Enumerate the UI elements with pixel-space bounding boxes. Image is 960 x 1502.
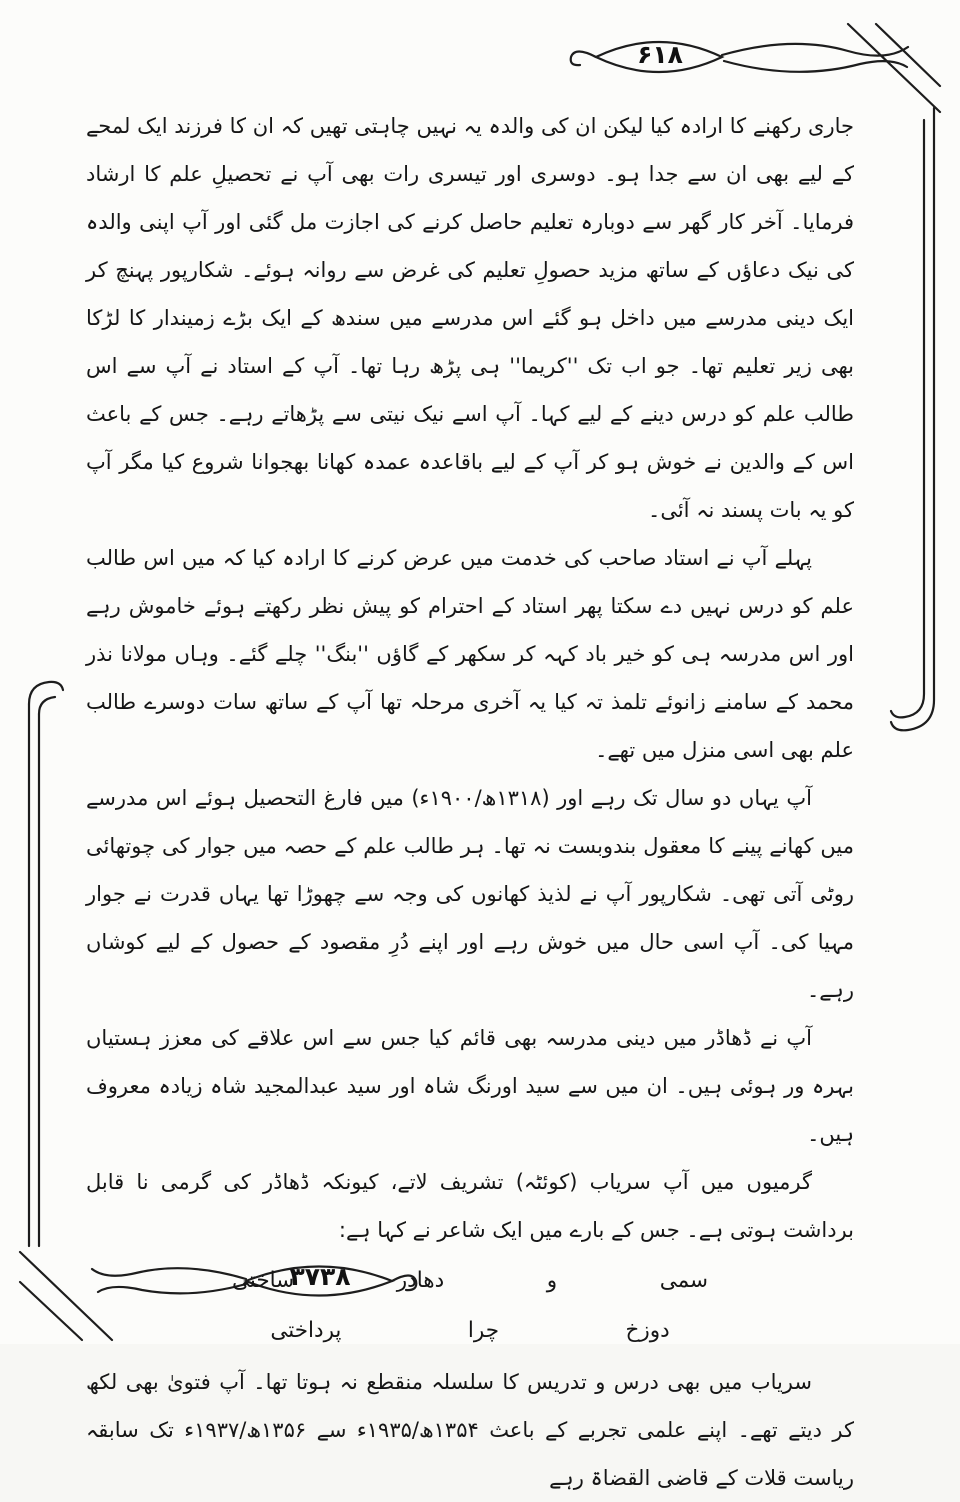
paragraph-5: گرمیوں میں آپ سریاب (کوئٹہ) تشریف لاتے، کیونکہ ڈھاڈر کی گرمی نا قابل برداشت ہوتی ہے۔ جس کے بارے میں ایک شاعر نے کہا ہے: [86, 1170, 854, 1242]
poem-couplet [86, 1256, 854, 1356]
poem-word: چرا [467, 1318, 500, 1343]
body-text [86, 102, 854, 1502]
paragraph-6: سریاب میں بھی درس و تدریس کا سلسلہ منقطع نہ ہوتا تھا۔ آپ فتویٰ بھی لکھ کر دیتے تھے۔ اپنے علمی تجربے کے باعث ۱۳۵۴ھ/۱۹۳۵ء سے ۱۳۵۶ھ/۱۹۳۷ء تک سابقہ ریاست قلات کے قاضی القضاۃ رہے [86, 1370, 854, 1490]
corner-line-top-right-inner [876, 24, 940, 86]
poem-word: پرداختی [270, 1318, 342, 1343]
top-page-number: ۶۱۸ [637, 40, 683, 69]
paragraph-1: جاری رکھنے کا ارادہ کیا لیکن ان کی والدہ یہ نہیں چاہتی تھیں کہ ان کا فرزند ایک لمحے کے لیے بھی ان سے جدا ہو۔ دوسری اور تیسری رات بھی آپ نے تحصیلِ علم کا ارشاد فرمایا۔ آخر کار گھر سے دوبارہ تعلیم حاصل کرنے کی اجازت مل گئی اور آپ اپنی والدہ کی نیک دعاؤں کے ساتھ مزید حصولِ تعلیم کی غرض سے روانہ ہوئے۔ شکارپور پہنچ کر ایک دینی مدرسے میں داخل ہو گئے اس مدرسے میں سندھ کے ایک بڑے زمیندار کا لڑکا بھی زیر تعلیم تھا۔ جو اب تک ''کریما'' ہی پڑھ رہا تھا۔ آپ کے استاد نے آپ سے اس طالب علم کو درس دینے کے لیے کہا۔ آپ اسے نیک نیتی سے پڑھاتے رہے۔ جس کے باعث اس کے والدین نے خوش ہو کر آپ کے لیے باقاعدہ عمدہ کھانا بھجوانا شروع کیا مگر آپ کو یہ بات پسند نہ آئی۔ [86, 114, 854, 522]
poem-word: دھادر [396, 1268, 445, 1293]
poem-word: دوزخ [625, 1318, 670, 1343]
paragraph-2: پہلے آپ نے استاد صاحب کی خدمت میں عرض کرنے کا ارادہ کیا کہ میں اس طالب علم کو درس نہیں دے سکتا پھر استاد کے احترام کو پیش نظر رکھتے ہوئے خاموش رہے اور اس مدرسہ ہی کو خیر باد کہہ کر سکھر کے گاؤں ''بنگ'' چلے گئے۔ وہاں مولانا نذر محمد کے سامنے زانوئے تلمذ تہ کیا یہ آخری مرحلہ تھا آپ کے ساتھ سات دوسرے طالب علم بھی اسی منزل میں تھے۔ [86, 546, 854, 762]
bottom-page-number: ۳۷۳۸ [289, 1262, 351, 1291]
corner-line-top-right-outer [848, 24, 940, 112]
poem-line-1 [232, 1256, 708, 1306]
poem-word: سمی [659, 1268, 709, 1293]
paragraph-3: آپ یہاں دو سال تک رہے اور (۱۳۱۸ھ/۱۹۰۰ء) میں فارغ التحصیل ہوئے اس مدرسے میں کھانے پینے کا معقول بندوبست نہ تھا۔ ہر طالب علم کے حصہ میں جوار کی چوتھائی روٹی آتی تھی۔ شکارپور آپ نے لذیذ کھانوں کی وجہ سے چھوڑا تھا یہاں قدرت نے جوار مہیا کی۔ آپ اسی حال میں خوش رہے اور اپنے دُرِ مقصود کے حصول کے لیے کوشاں رہے۔ [86, 786, 854, 1002]
poem-line-2 [270, 1306, 669, 1356]
paragraph-4: آپ نے ڈھاڈر میں دینی مدرسہ بھی قائم کیا جس سے اس علاقے کی معزز ہستیاں بہرہ ور ہوئی ہیں۔ ان میں سے سید اورنگ شاہ اور سید عبدالمجید شاہ زیادہ معروف ہیں۔ [86, 1026, 854, 1146]
poem-word: ساختی [231, 1268, 295, 1293]
poem-word: و [546, 1268, 558, 1293]
